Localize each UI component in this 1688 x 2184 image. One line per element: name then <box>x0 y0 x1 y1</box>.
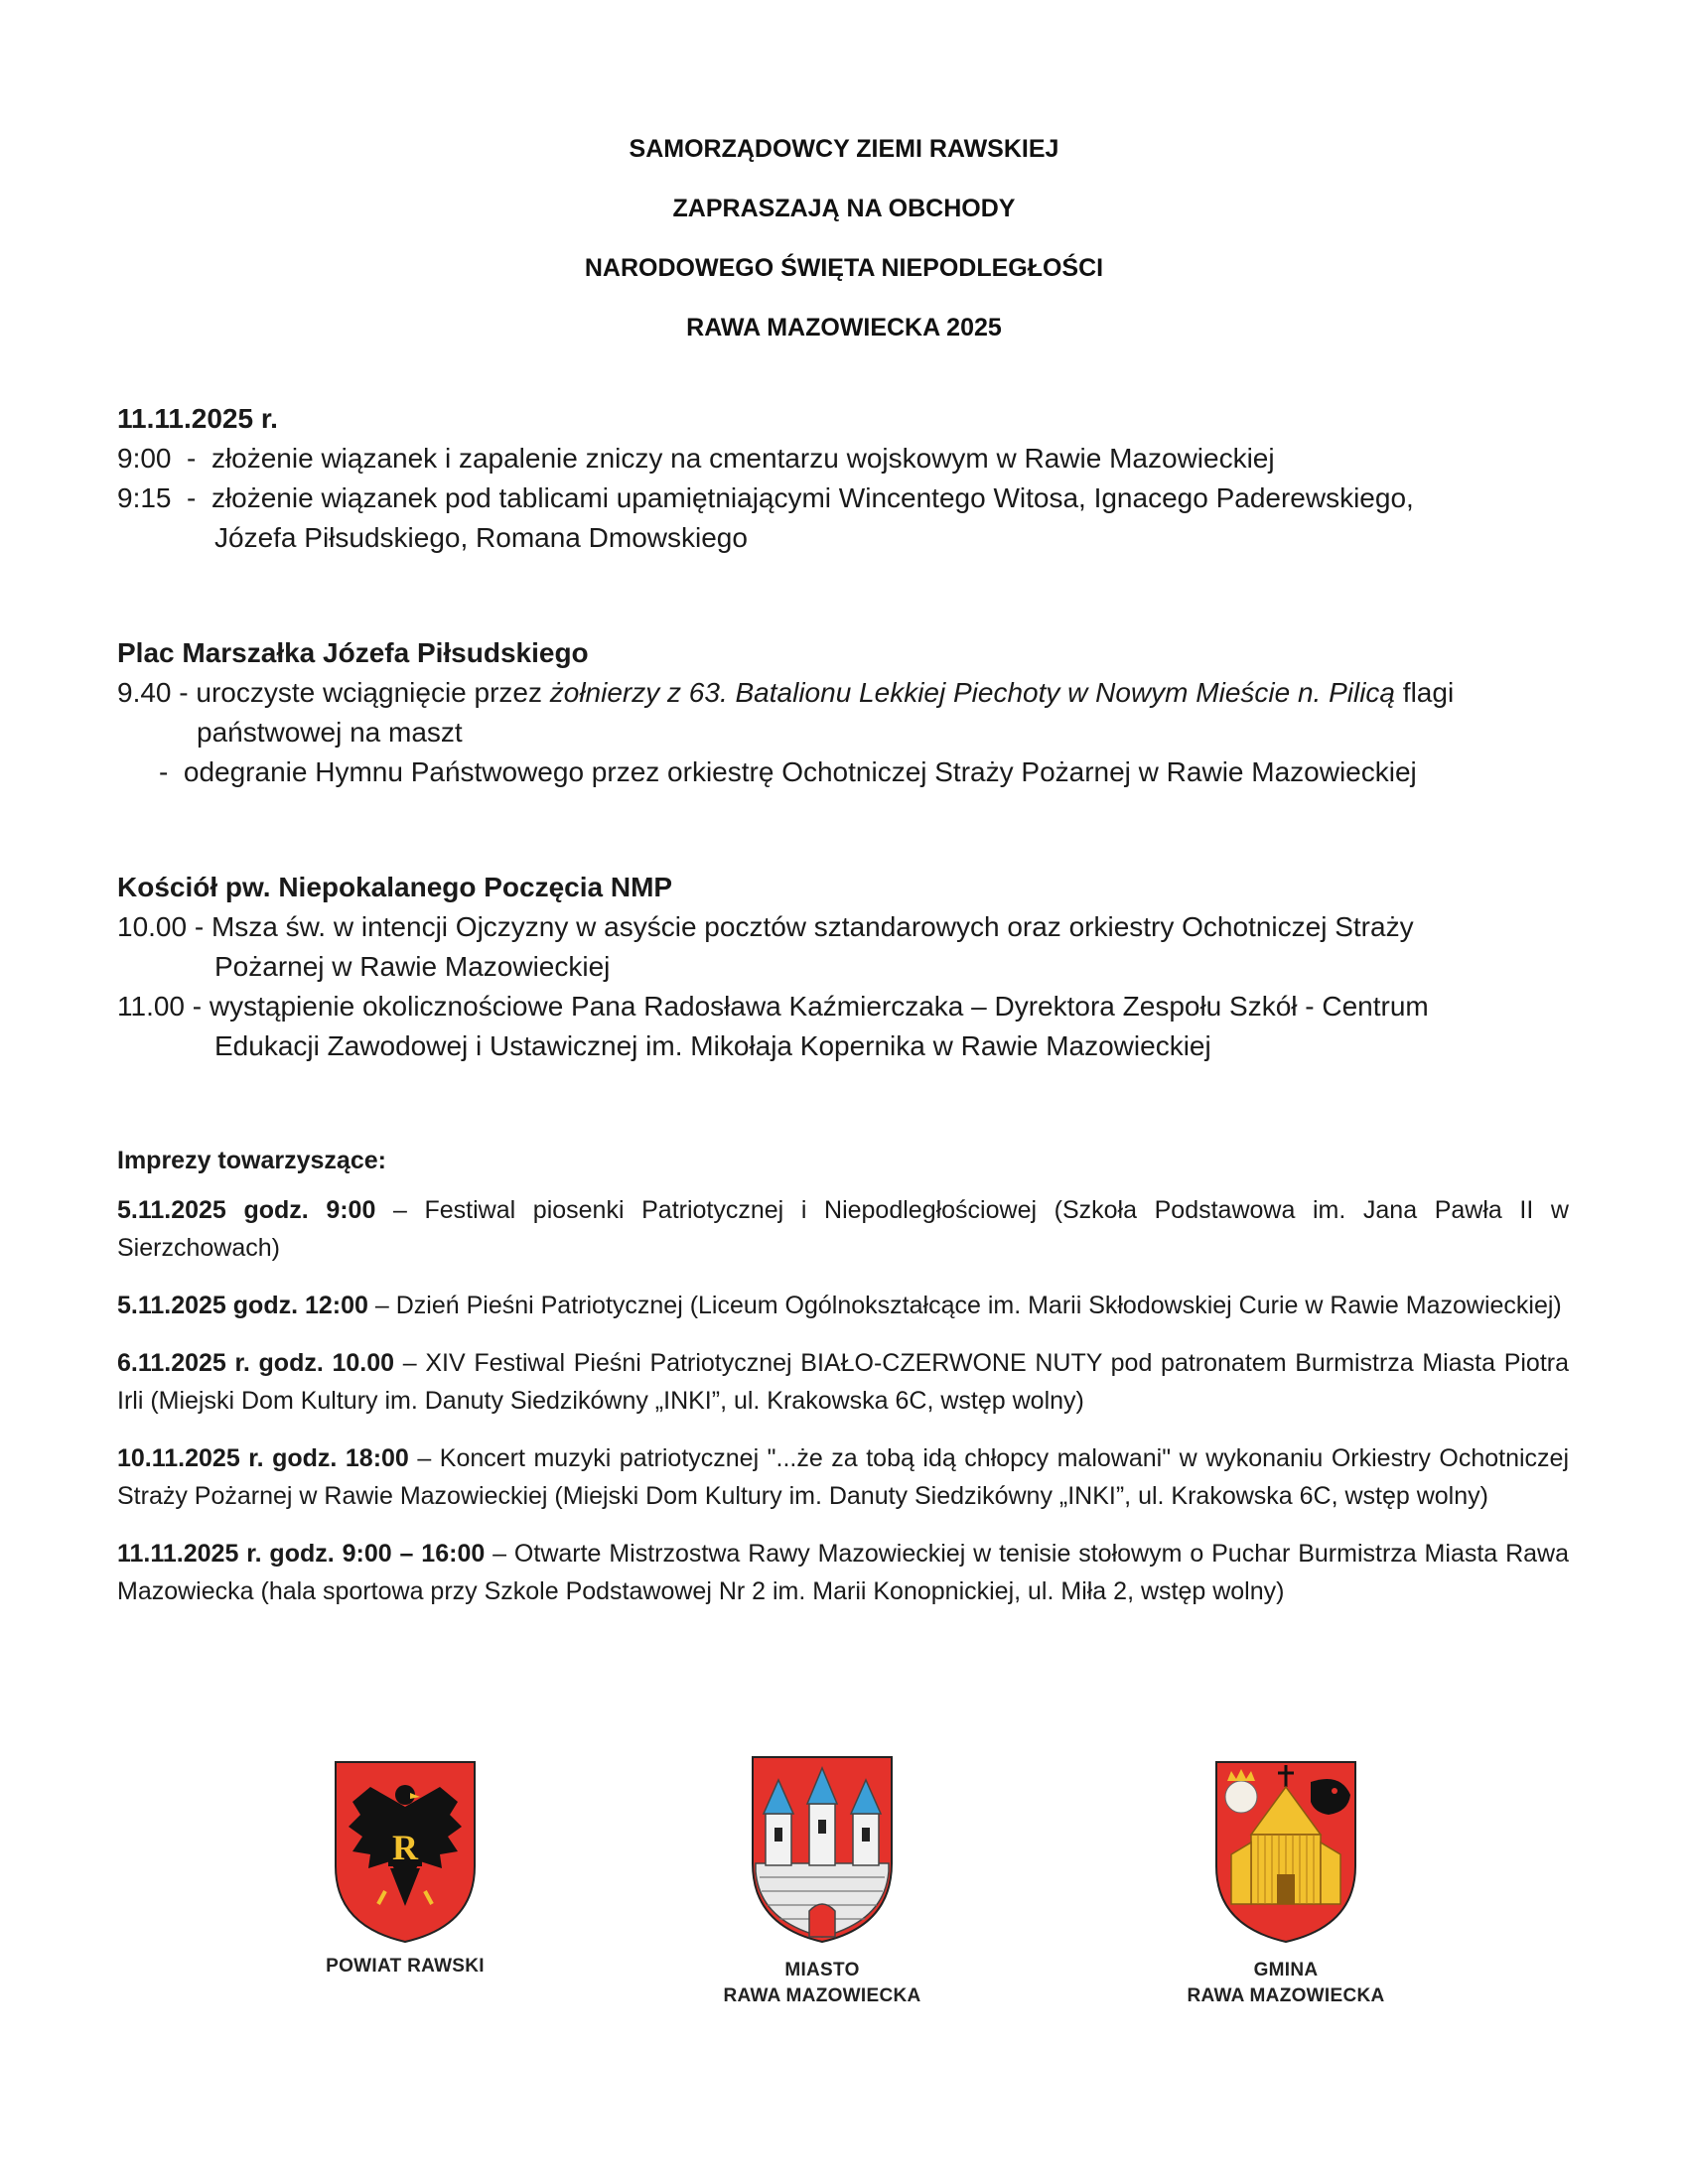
schedule-item <box>117 987 1567 1026</box>
side-event-item <box>117 1344 1569 1420</box>
schedule-time: 9:15 - <box>117 482 211 513</box>
side-event-item <box>117 1535 1569 1610</box>
schedule-time: 10.00 - <box>117 911 211 942</box>
powiat-crest <box>316 1757 494 1979</box>
schedule-time: 9:00 - <box>117 443 211 474</box>
side-event-date: 5.11.2025 godz. 9:00 <box>117 1196 376 1224</box>
schedule-text: odegranie Hymnu Państwowego przez orkiestrę Ochotniczej Straży Pożarnej w Rawie Mazowieckiej <box>183 756 1417 787</box>
gmina-caption-2: RAWA MAZOWIECKA <box>1187 1985 1385 2006</box>
church-section <box>117 868 1567 1066</box>
schedule-item <box>117 673 1567 713</box>
eagle-crest-icon <box>331 1757 480 1946</box>
church-heading: Kościół pw. Niepokalanego Poczęcia NMP <box>117 872 673 902</box>
side-event-item <box>117 1191 1569 1267</box>
side-event-text: – Festiwal piosenki Patriotycznej i Niepodległościowej (Szkoła Podstawowa im. Jana Pawła II w Sierzchowach) <box>117 1196 1569 1262</box>
castle-crest-icon <box>748 1752 897 1946</box>
miasto-caption-2: RAWA MAZOWIECKA <box>723 1985 921 2006</box>
schedule-time: 11.00 - <box>117 991 210 1022</box>
side-event-text: – Dzień Pieśni Patriotycznej (Liceum Ogólnokształcące im. Marii Skłodowskiej Curie w Rawie Mazowieckiej) <box>367 1292 1562 1319</box>
schedule-text: Msza św. w intencji Ojczyzny w asyście pocztów sztandarowych oraz orkiestry Ochotniczej Straży <box>211 911 1414 942</box>
church-crest-icon <box>1211 1757 1360 1946</box>
header-line-4: RAWA MAZOWIECKA 2025 <box>686 314 1002 341</box>
gmina-caption-1: GMINA <box>1253 1960 1319 1980</box>
side-events-heading: Imprezy towarzyszące: <box>117 1147 386 1174</box>
plac-heading: Plac Marszałka Józefa Piłsudskiego <box>117 637 589 668</box>
invitation-header <box>0 119 1688 357</box>
schedule-text <box>196 673 1567 713</box>
side-event-text: – Koncert muzyki patriotycznej "...że za tobą idą chłopcy malowani" w wykonaniu Orkiestry Ochotniczej Straży Pożarnej w Rawie Mazowieckiej (Miejski Dom Kultury im. Danuty Siedzikówny „INKI”, ul. Krakowska 6C, wstęp wolny) <box>117 1444 1569 1510</box>
side-event-date: 5.11.2025 godz. 12:00 <box>117 1292 368 1319</box>
schedule-text: złożenie wiązanek pod tablicami upamiętniającymi Wincentego Witosa, Ignacego Paderewskiego, <box>211 482 1414 513</box>
gmina-crest <box>1187 1757 1385 2009</box>
side-event-date: 6.11.2025 r. godz. 10.00 <box>117 1349 395 1377</box>
plac-section <box>117 633 1567 792</box>
miasto-caption-1: MIASTO <box>784 1960 860 1980</box>
schedule-dash: - <box>159 756 184 787</box>
schedule-text: wystąpienie okolicznościowe Pana Radosława Kaźmierczaka – Dyrektora Zespołu Szkół - Centrum <box>209 991 1429 1022</box>
schedule-text-continued: państwowej na maszt <box>197 717 463 748</box>
main-day-section <box>117 399 1567 558</box>
schedule-text-continued: Pożarnej w Rawie Mazowieckiej <box>214 951 611 982</box>
schedule-item <box>117 439 1567 478</box>
header-line-3: NARODOWEGO ŚWIĘTA NIEPODLEGŁOŚCI <box>584 254 1104 282</box>
side-event-text: – XIV Festiwal Pieśni Patriotycznej BIAŁO-CZERWONE NUTY pod patronatem Burmistrza Miasta Piotra Irli (Miejski Dom Kultury im. Danuty Siedzikówny „INKI”, ul. Krakowska 6C, wstęp wolny) <box>117 1349 1569 1415</box>
schedule-text-part: uroczyste wciągnięcie przez <box>196 677 550 708</box>
schedule-text: złożenie wiązanek i zapalenie zniczy na cmentarzu wojskowym w Rawie Mazowieckiej <box>211 443 1275 474</box>
schedule-text-continued: Edukacji Zawodowej i Ustawicznej im. Mikołaja Kopernika w Rawie Mazowieckiej <box>214 1030 1211 1061</box>
schedule-item <box>117 907 1567 947</box>
side-event-item <box>117 1287 1569 1324</box>
schedule-item <box>117 478 1567 518</box>
side-event-text: – Otwarte Mistrzostwa Rawy Mazowieckiej w tenisie stołowym o Puchar Burmistrza Miasta Rawa Mazowiecka (hala sportowa przy Szkole Podstawowej Nr 2 im. Marii Konopnickiej, ul. Miła 2, wstęp wolny) <box>117 1540 1569 1605</box>
crest-letter: R <box>392 1828 418 1867</box>
header-line-1: SAMORZĄDOWCY ZIEMI RAWSKIEJ <box>629 135 1059 163</box>
schedule-time: 9.40 - <box>117 677 197 708</box>
soldiers-unit-text: żołnierzy z 63. Batalionu Lekkiej Piechoty w Nowym Mieście n. Pilicą <box>549 677 1396 708</box>
powiat-caption: POWIAT RAWSKI <box>326 1956 485 1977</box>
header-line-2: ZAPRASZAJĄ NA OBCHODY <box>672 195 1016 222</box>
schedule-item <box>117 752 1567 792</box>
side-event-date: 10.11.2025 r. godz. 18:00 <box>117 1444 409 1472</box>
schedule-text-continued: Józefa Piłsudskiego, Romana Dmowskiego <box>214 522 748 553</box>
side-events-section <box>117 1142 1569 1630</box>
main-day-date: 11.11.2025 r. <box>117 403 278 434</box>
side-event-item <box>117 1439 1569 1515</box>
schedule-text-part: flagi <box>1395 677 1455 708</box>
miasto-crest <box>723 1752 921 2009</box>
side-event-date: 11.11.2025 r. godz. 9:00 – 16:00 <box>117 1540 486 1568</box>
